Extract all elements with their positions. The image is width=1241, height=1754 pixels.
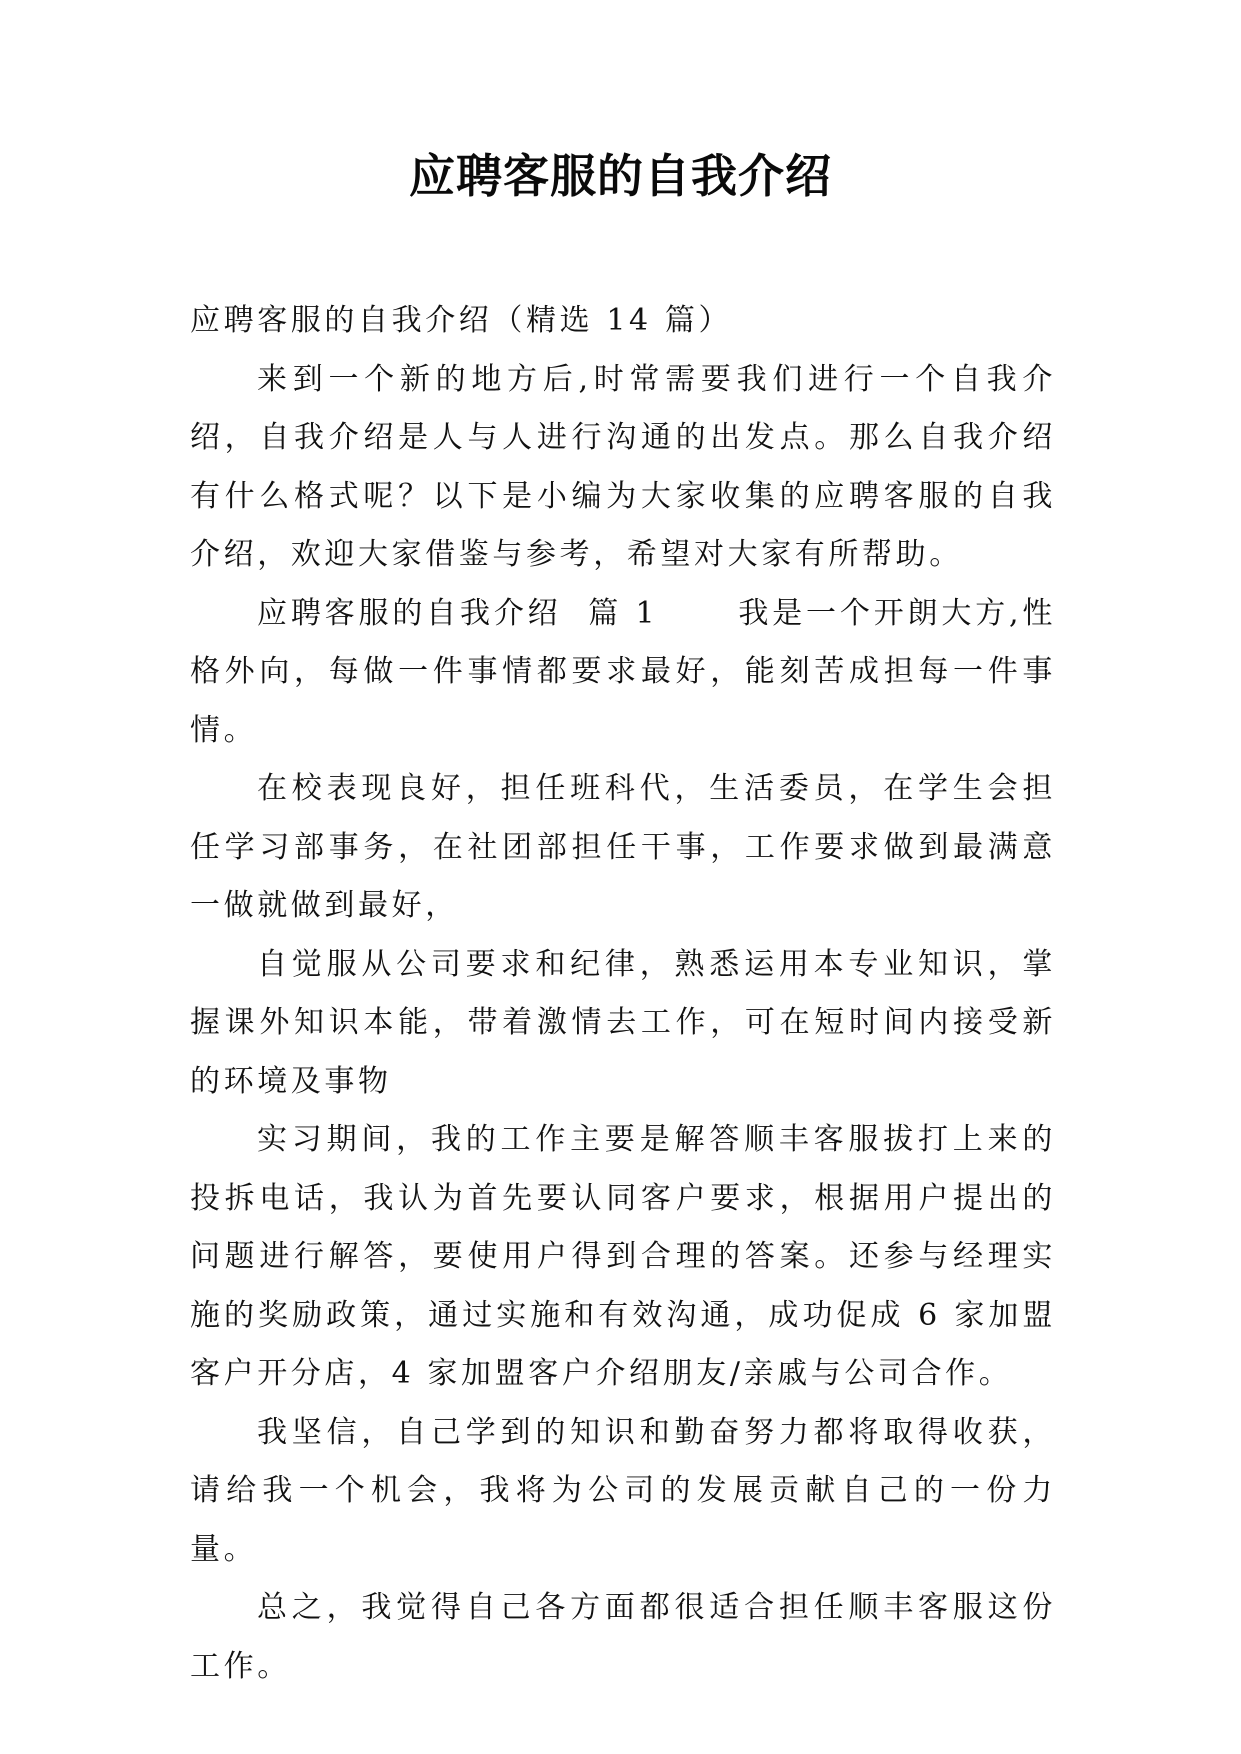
paragraph-intro: 来到一个新的地方后,时常需要我们进行一个自我介绍，自我介绍是人与人进行沟通的出发点。那么自我介绍有什么格式呢？以下是小编为大家收集的应聘客服的自我介绍，欢迎大家借鉴与参考，希望对大家有所帮助。 [190, 361, 1056, 572]
document-body [190, 292, 1056, 1696]
paragraph-school-performance: 在校表现良好，担任班科代，生活委员，在学生会担任学习部事务，在社团部担任干事，工作要求做到最满意一做就做到最好， [190, 771, 1056, 923]
document-subtitle: 应聘客服的自我介绍（精选 14 篇） [190, 303, 733, 338]
paragraph-section-1-opening: 应聘客服的自我介绍 篇 1 我是一个开朗大方,性格外向，每做一件事情都要求最好，能刻苦成担每一件事情。 [190, 595, 1056, 748]
paragraph-internship: 实习期间，我的工作主要是解答顺丰客服拔打上来的投拆电话，我认为首先要认同客户要求，根据用户提出的问题进行解答，要使用户得到合理的答案。还参与经理实施的奖励政策，通过实施和有效沟通，成功促成 6 家加盟客户开分店，4 家加盟客户介绍朋友/亲戚与公司合作。 [190, 1122, 1056, 1391]
paragraph-discipline: 自觉服从公司要求和纪律，熟悉运用本专业知识，掌握课外知识本能，带着激情去工作，可在短时间内接受新的环境及事物 [190, 946, 1056, 1099]
document-title: 应聘客服的自我介绍 [409, 149, 832, 203]
paragraph-belief: 我坚信，自己学到的知识和勤奋努力都将取得收获，请给我一个机会，我将为公司的发展贡献自己的一份力量。 [190, 1414, 1056, 1567]
paragraph-conclusion: 总之，我觉得自己各方面都很适合担任顺丰客服这份工作。 [190, 1590, 1056, 1684]
